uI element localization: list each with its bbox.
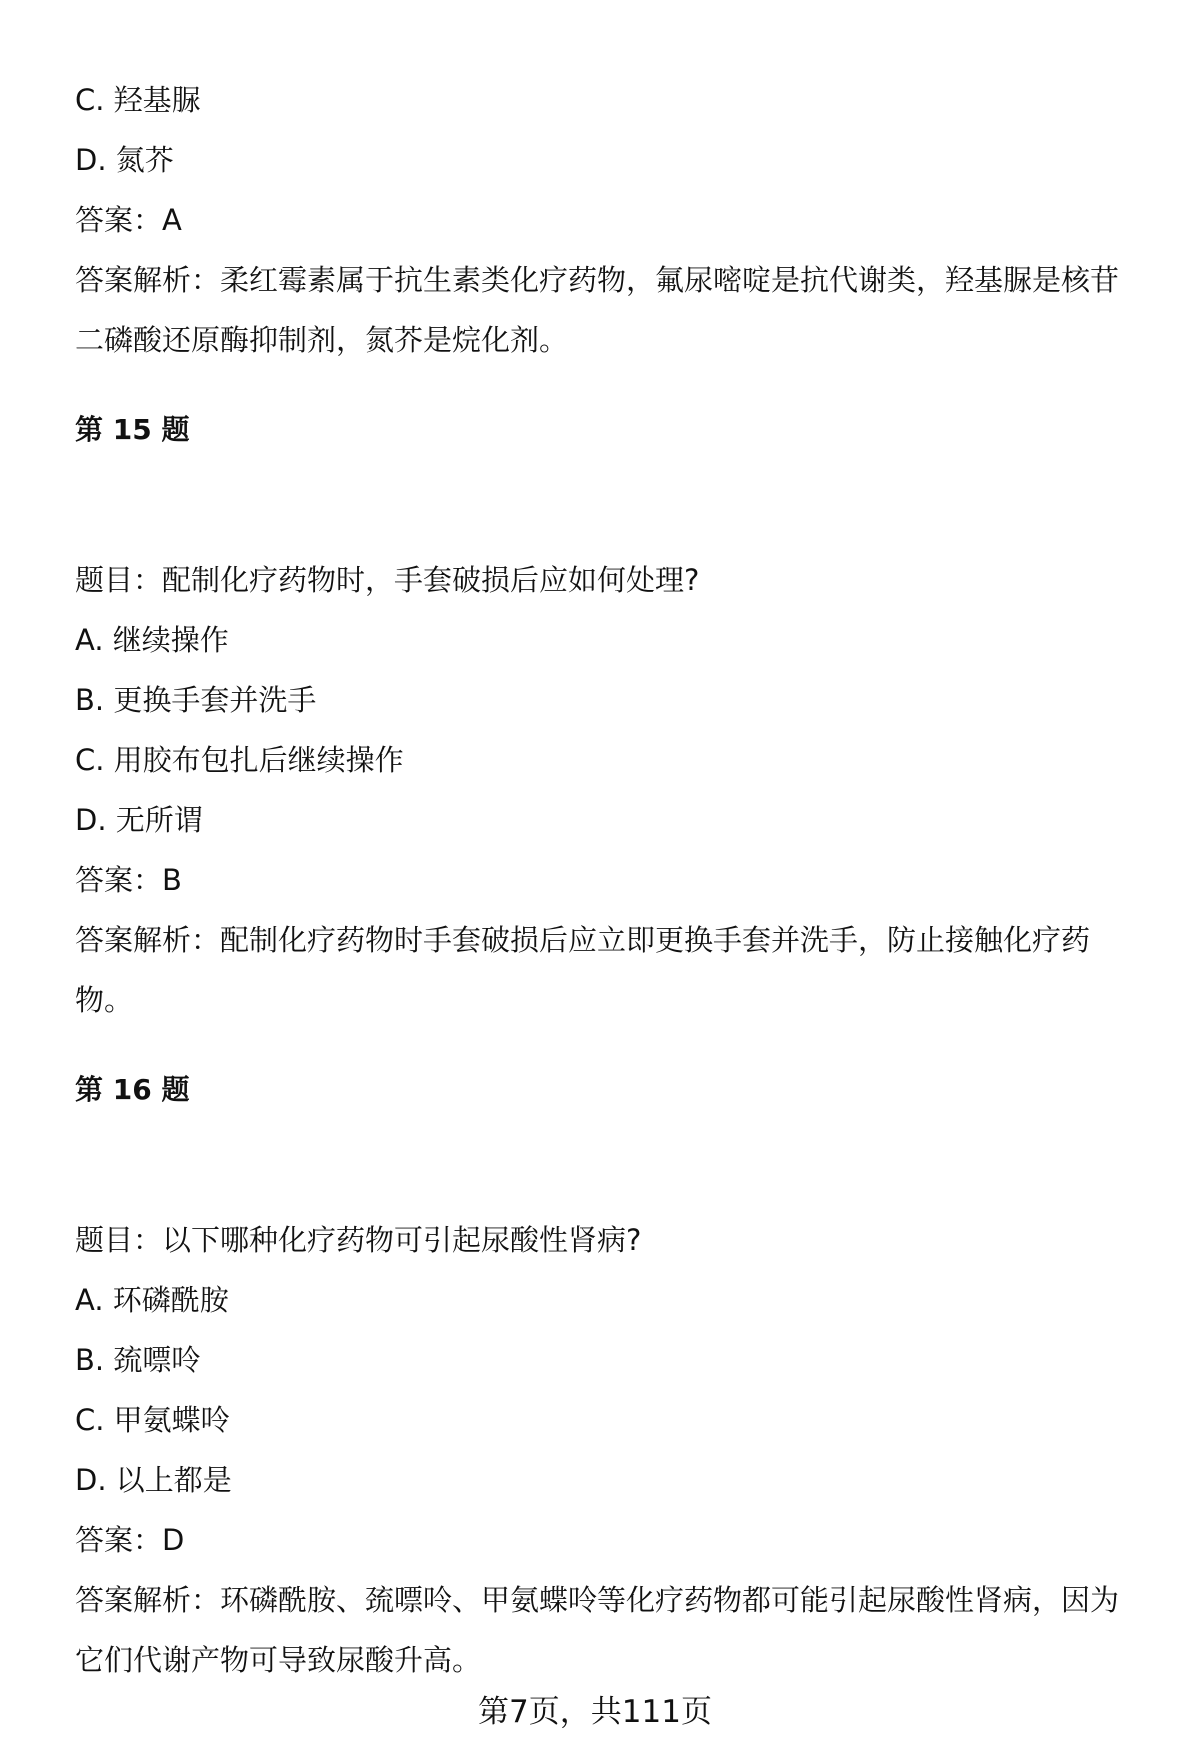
- spacer: [75, 460, 1135, 550]
- option-d: D. 无所谓: [75, 803, 203, 837]
- question-14-tail: [75, 70, 1135, 370]
- spacer: [75, 1120, 1135, 1210]
- question-heading: 第 16 题: [75, 1073, 190, 1106]
- answer-explanation: 答案解析：配制化疗药物时手套破损后应立即更换手套并洗手，防止接触化疗药物。: [75, 923, 1091, 1017]
- answer-explanation: 答案解析：柔红霉素属于抗生素类化疗药物，氟尿嘧啶是抗代谢类，羟基脲是核苷二磷酸还原酶抑制剂，氮芥是烷化剂。: [75, 263, 1120, 357]
- question-15: [75, 400, 1135, 1030]
- page-number: 第7页，共111页: [478, 1694, 712, 1730]
- answer: 答案：A: [75, 203, 182, 237]
- page-content: [75, 70, 1135, 1690]
- answer-explanation: 答案解析：环磷酰胺、巯嘌呤、甲氨蝶呤等化疗药物都可能引起尿酸性肾病，因为它们代谢产物可导致尿酸升高。: [75, 1583, 1120, 1677]
- question-16: [75, 1060, 1135, 1690]
- option-b: B. 巯嘌呤: [75, 1343, 201, 1377]
- answer: 答案：B: [75, 863, 182, 897]
- option-c: C. 甲氨蝶呤: [75, 1403, 230, 1437]
- option-c: C. 用胶布包扎后继续操作: [75, 743, 404, 777]
- answer: 答案：D: [75, 1523, 185, 1557]
- option-a: A. 环磷酰胺: [75, 1283, 229, 1317]
- option-d: D. 氮芥: [75, 143, 174, 177]
- question-text: 题目：以下哪种化疗药物可引起尿酸性肾病?: [75, 1223, 642, 1257]
- option-a: A. 继续操作: [75, 623, 229, 657]
- question-heading: 第 15 题: [75, 413, 190, 446]
- option-b: B. 更换手套并洗手: [75, 683, 317, 717]
- question-text: 题目：配制化疗药物时，手套破损后应如何处理?: [75, 563, 700, 597]
- option-c: C. 羟基脲: [75, 83, 201, 117]
- option-d: D. 以上都是: [75, 1463, 232, 1497]
